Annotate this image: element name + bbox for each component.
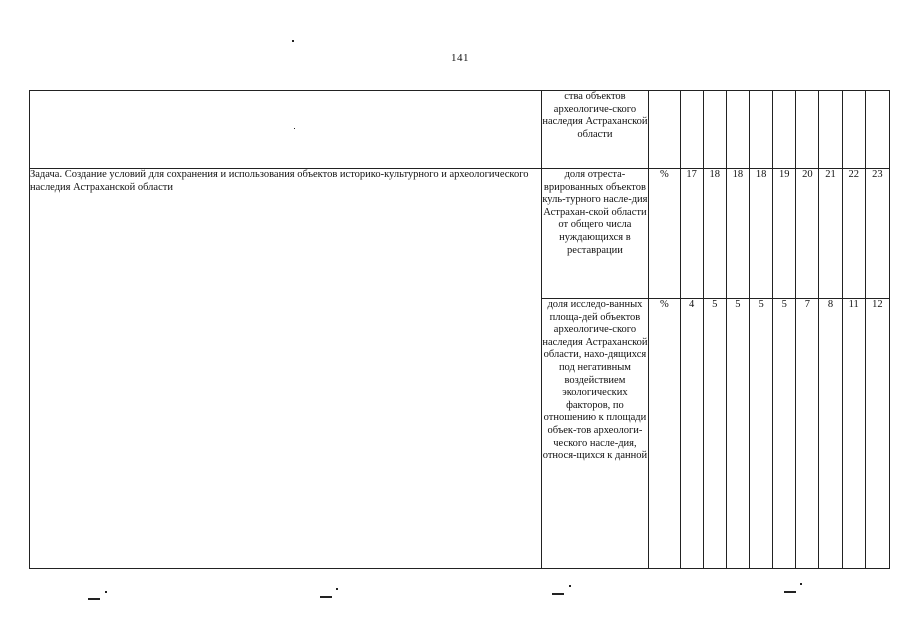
value-cell: 22 [842,169,865,299]
value-cell [773,91,796,169]
value-cell: 7 [796,299,819,569]
value-cell [680,91,703,169]
value-cell: 5 [773,299,796,569]
indicator-cell: доля исследо-ванных площа-дей объектов археологиче-ского наследия Астраханской области, нахо-дящихся под негативным воздействием экологических факторов, по отношению к площади объек-тов археологи-ческого насле-дия, относя-щихся к данной [541,299,649,569]
value-cell: 23 [865,169,889,299]
task-cell: Задача. Создание условий для сохранения и использования объектов историко-культурного и археологического наследия Астраханской области [30,169,542,569]
scan-speck [336,588,338,590]
value-cell: 18 [703,169,726,299]
scan-speck [569,585,571,587]
table-row-restoration [30,169,890,299]
value-cell: 4 [680,299,703,569]
indicator-cell: доля отреста-врированных объектов куль-турного насле-дия Астрахан-ской области от общего числа нуждающихся в реставрации [541,169,649,299]
scan-dash [88,598,100,600]
scan-speck [800,583,802,585]
value-cell: 11 [842,299,865,569]
value-cell: 21 [819,169,842,299]
value-cell: 5 [726,299,749,569]
value-cell [865,91,889,169]
value-cell: 18 [749,169,772,299]
value-cell: 20 [796,169,819,299]
value-cell: 12 [865,299,889,569]
scan-speck [105,591,107,593]
indicator-table [29,90,890,569]
value-cell: 5 [749,299,772,569]
value-cell [703,91,726,169]
unit-cell: % [649,169,680,299]
value-cell: 5 [703,299,726,569]
page-number: 141 [451,52,469,64]
scan-dash [784,591,796,593]
scan-dash [320,596,332,598]
value-cell [842,91,865,169]
value-cell: 18 [726,169,749,299]
value-cell [749,91,772,169]
value-cell: 17 [680,169,703,299]
scan-speck [292,40,294,42]
indicator-cell: ства объектов археологиче-ского наследия Астраханской области [541,91,649,169]
value-cell [726,91,749,169]
table-row-continuation [30,91,890,169]
scan-dash [552,593,564,595]
value-cell: 8 [819,299,842,569]
unit-cell: % [649,299,680,569]
value-cell: 19 [773,169,796,299]
task-cell [30,91,542,169]
value-cell [796,91,819,169]
unit-cell [649,91,680,169]
value-cell [819,91,842,169]
scan-speck [294,128,295,129]
indicator-table-frame [29,90,889,567]
